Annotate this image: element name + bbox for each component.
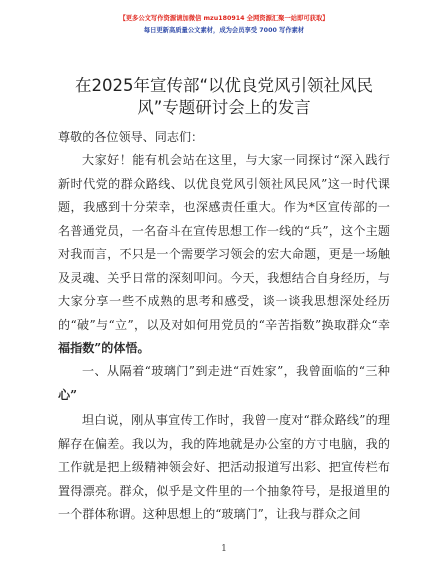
section-heading-1-text: 一、从隔着“玻璃门”到走进“百姓家”，我曾面临的“三种	[82, 364, 390, 378]
section-heading-1-bold-text: 心”	[58, 387, 78, 402]
paragraph-1	[58, 149, 390, 361]
promo-banner: 【更多公文写作资源请加微信 mzu180914 全网资源汇聚一站即可获取】	[119, 15, 329, 22]
paragraph-1-bold-text: 福指数”的体悟。	[58, 341, 150, 355]
document-title: 在2025年宣传部“以优良党风引领社风民风”专题研讨会上的发言	[74, 76, 374, 117]
page-number: 1	[221, 544, 227, 554]
paragraph-1-text: 大家好！能有机会站在这里，与大家一同探讨“深入践行新时代党的群众路线、以优良党风引领社风民风”这一时代课题，我感到十分荣幸，也深感责任重大。作为*区宣传部的一名普通党员，一名奋斗在宣传思想工作一线的“兵”，这个主题对我而言，不只是一个需要学习领会的宏大命题，更是一场触及灵魂、关乎日常的深刻叩问。今天，我想结合自身经历，与大家分享一些不成熟的思考和感受，谈一谈我思想深处经历的“破”与“立”，以及对如何用党员的“辛苦指数”换取群众“幸	[58, 153, 390, 332]
membership-banner: 每日更新高质量公文素材，成为会员享受 7000 写作素材	[143, 27, 305, 34]
section-heading-1	[58, 360, 390, 407]
greeting: 尊敬的各位领导、同志们：	[58, 130, 204, 144]
paragraph-2: 坦白说，刚从事宣传工作时，我曾一度对“群众路线”的理解存在偏差。我以为，我的阵地就是办公室的方寸电脑，我的工作就是把上级精神领会好、把活动报道写出彩、把宣传栏布置得漂亮。群众，似乎是文件里的一个抽象符号，是报道里的一个群体称谓。这种思想上的“玻璃门”，让我与群众之间	[58, 413, 390, 521]
